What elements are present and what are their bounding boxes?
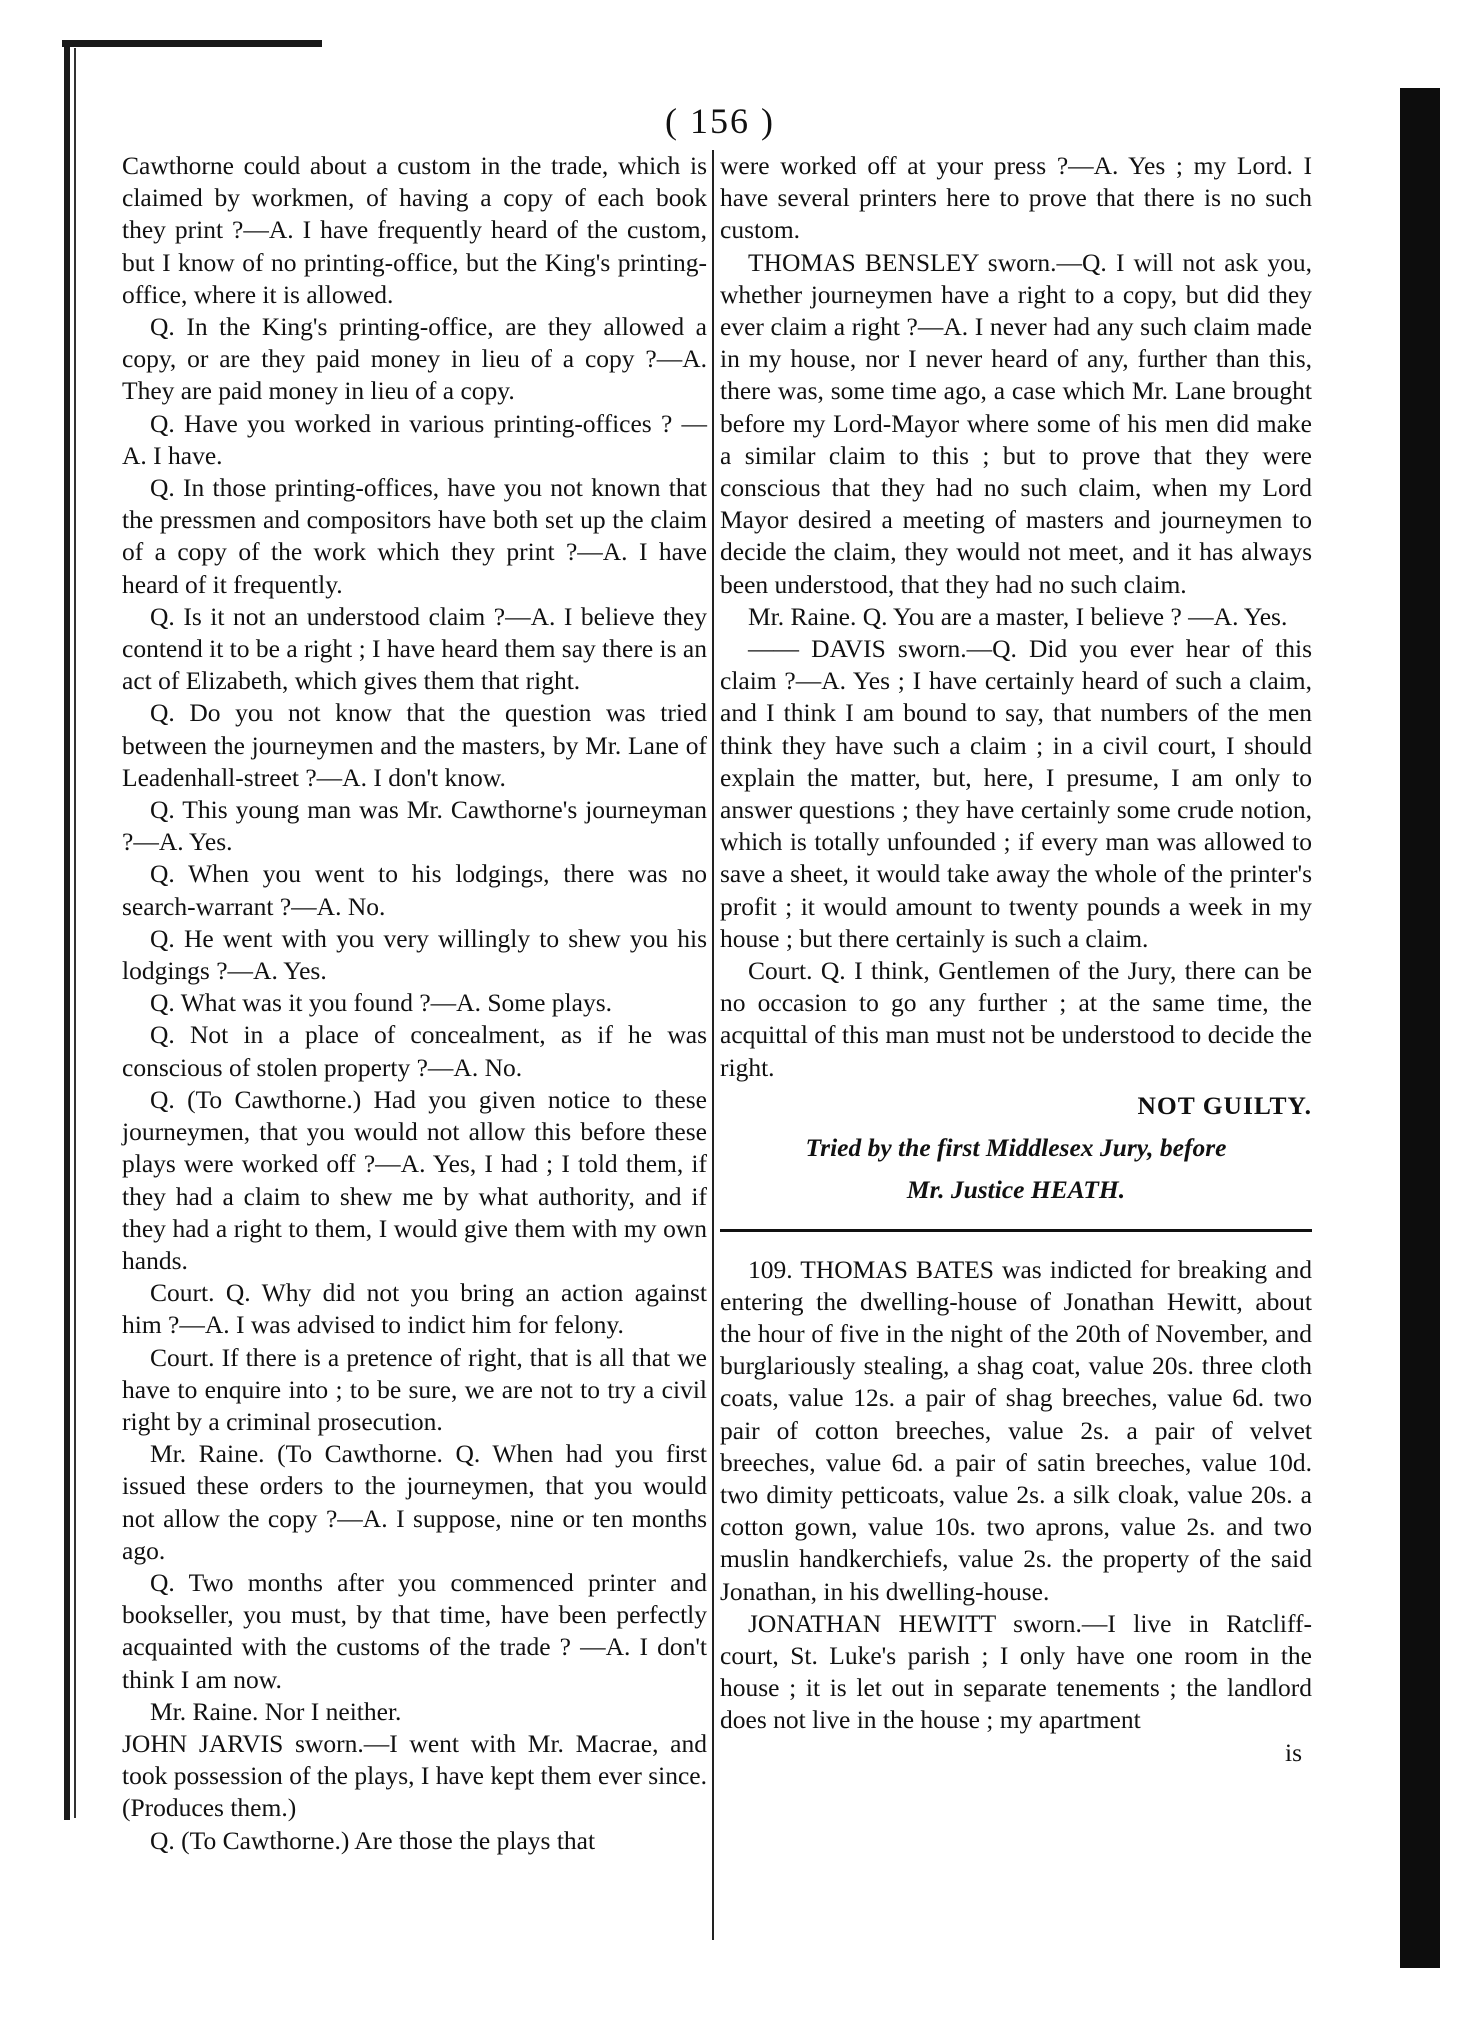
paragraph: Q. Is it not an understood claim ?—A. I believe they contend it to be a right ; I have heard them say there is an act of Elizabeth, which gives them that right. <box>122 601 707 696</box>
binding-edge-inner <box>74 48 76 1818</box>
page-number: ( 156 ) <box>665 101 775 141</box>
binding-edge <box>64 40 70 1820</box>
paragraph: Q. Do you not know that the question was tried between the journeymen and the masters, by Mr. Lane of Leadenhall-street ?—A. I don't know. <box>122 698 707 792</box>
paragraph: Q. In those printing-offices, have you not known that the pressmen and compositors have both set up the claim of a copy of the work which they print ?—A. I have heard of it frequently. <box>122 473 707 599</box>
paragraph: Q. He went with you very willingly to shew you his lodgings ?—A. Yes. <box>122 923 707 986</box>
paragraph: Court. Q. Why did not you bring an action against him ?—A. I was advised to indict him for felony. <box>122 1278 707 1340</box>
paragraph: Q. In the King's printing-office, are they allowed a copy, or are they paid money in lieu of a copy ?—A. They are paid money in lieu of a copy. <box>122 312 707 406</box>
paragraph: Mr. Raine. Q. You are a master, I believe ? —A. Yes. <box>748 601 1288 631</box>
paragraph: Q. Not in a place of concealment, as if he was conscious of stolen property ?—A. No. <box>122 1020 707 1082</box>
section-separator <box>720 1229 1312 1232</box>
paragraph: Mr. Raine. (To Cawthorne. Q. When had you first issued these orders to the journeymen, that you would not allow the copy ?—A. I suppose, nine or ten months ago. <box>122 1439 707 1565</box>
paragraph: Q. Have you worked in various printing-offices ? —A. I have. <box>122 408 707 470</box>
paragraph: THOMAS BENSLEY sworn.—Q. I will not ask you, whether journeymen have a right to a copy, but did they ever claim a right ?—A. I never had any such claim made in my house, nor I never heard of any, further than this, there was, some time ago, a case which Mr. Lane brought before my Lord-Mayor where some of his men did make a similar claim to this ; but to prove that they were conscious that they had no such claim, when my Lord Mayor desired a meeting of masters and journeymen to decide the claim, they would not meet, and it has always been understood, that they had no such claim. <box>720 247 1312 599</box>
paragraph: Court. If there is a pretence of right, that is all that we have to enquire into ; to be sure, we are not to try a civil right by a criminal prosecution. <box>122 1342 707 1436</box>
paragraph: Q. (To Cawthorne.) Are those the plays that <box>150 1825 596 1855</box>
page-edge-shadow <box>1400 88 1440 1968</box>
verdict: NOT GUILTY. <box>1137 1090 1312 1120</box>
paragraph: Q. When you went to his lodgings, there was no search-warrant ?—A. No. <box>122 859 707 921</box>
testimony-paragraph: JONATHAN HEWITT sworn.—I live in Ratcliff-court, St. Luke's parish ; I only have one room in the house ; it is let out in separate tenements ; the landlord does not live in the house ; my apartment <box>720 1608 1312 1735</box>
paragraph: Q. Two months after you commenced printer and bookseller, you must, by that time, have been perfectly acquainted with the customs of the trade ? —A. I don't think I am now. <box>122 1567 707 1694</box>
paragraph: Mr. Raine. Nor I neither. <box>150 1696 402 1726</box>
case-intro: 109. THOMAS BATES was indicted for breaking and entering the dwelling-house of Jonathan Hewitt, about the hour of five in the night of the 20th of November, and burglariously stealing, a shag coat, value 20s. three cloth coats, value 12s. a pair of shag breeches, value 6d. two pair of cotton breeches, value 2s. a pair of velvet breeches, value 6d. a pair of satin breeches, value 10d. two dimity petticoats, value 2s. a silk cloak, value 20s. a cotton gown, value 10s. two aprons, value 2s. and two muslin handkerchiefs, value 2s. the property of the said Jonathan, in his dwelling-house. <box>720 1254 1312 1606</box>
paragraph: Q. (To Cawthorne.) Had you given notice to these journeymen, that you would not allow this before these plays were worked off ?—A. Yes, I had ; I told them, if they had a claim to shew me by what authority, and if they had a right to them, I would give them with my own hands. <box>122 1084 707 1275</box>
left-column <box>122 150 707 1857</box>
paragraph: JOHN JARVIS sworn.—I went with Mr. Macrae, and took possession of the plays, I have kept them ever since. (Produces them.) <box>122 1728 707 1823</box>
column-divider <box>712 150 714 1940</box>
top-rule <box>62 40 322 47</box>
right-column <box>720 150 1312 1769</box>
catchword: is <box>1284 1737 1302 1767</box>
paragraph: Court. Q. I think, Gentlemen of the Jury, there can be no occasion to go any further ; at the same time, the acquittal of this man must not be understood to decide the right. <box>720 956 1312 1082</box>
paragraph: were worked off at your press ?—A. Yes ; my Lord. I have several printers here to prove that there is no such custom. <box>720 151 1312 245</box>
paragraph: —— DAVIS sworn.—Q. Did you ever hear of this claim ?—A. Yes ; I have certainly heard of such a claim, and I think I am bound to say, that numbers of the men think they have such a claim ; in a civil court, I should explain the matter, but, here, I presume, I am only to answer questions ; they have certainly some crude notion, which is totally unfounded ; if every man was allowed to save a sheet, it would take away the whole of the printer's profit ; it would amount to twenty pounds a week in my house ; but there certainly is such a claim. <box>720 634 1312 953</box>
judge-line: Mr. Justice HEATH. <box>906 1175 1126 1205</box>
paragraph: Q. This young man was Mr. Cawthorne's journeyman ?—A. Yes. <box>122 795 707 857</box>
tried-line: Tried by the first Middlesex Jury, before <box>805 1133 1227 1163</box>
paragraph: Q. What was it you found ?—A. Some plays. <box>150 988 613 1018</box>
paragraph: Cawthorne could about a custom in the trade, which is claimed by workmen, of having a copy of each book they print ?—A. I have frequently heard of the custom, but I know of no printing-office, but the King's printing-office, where it is allowed. <box>122 151 707 309</box>
